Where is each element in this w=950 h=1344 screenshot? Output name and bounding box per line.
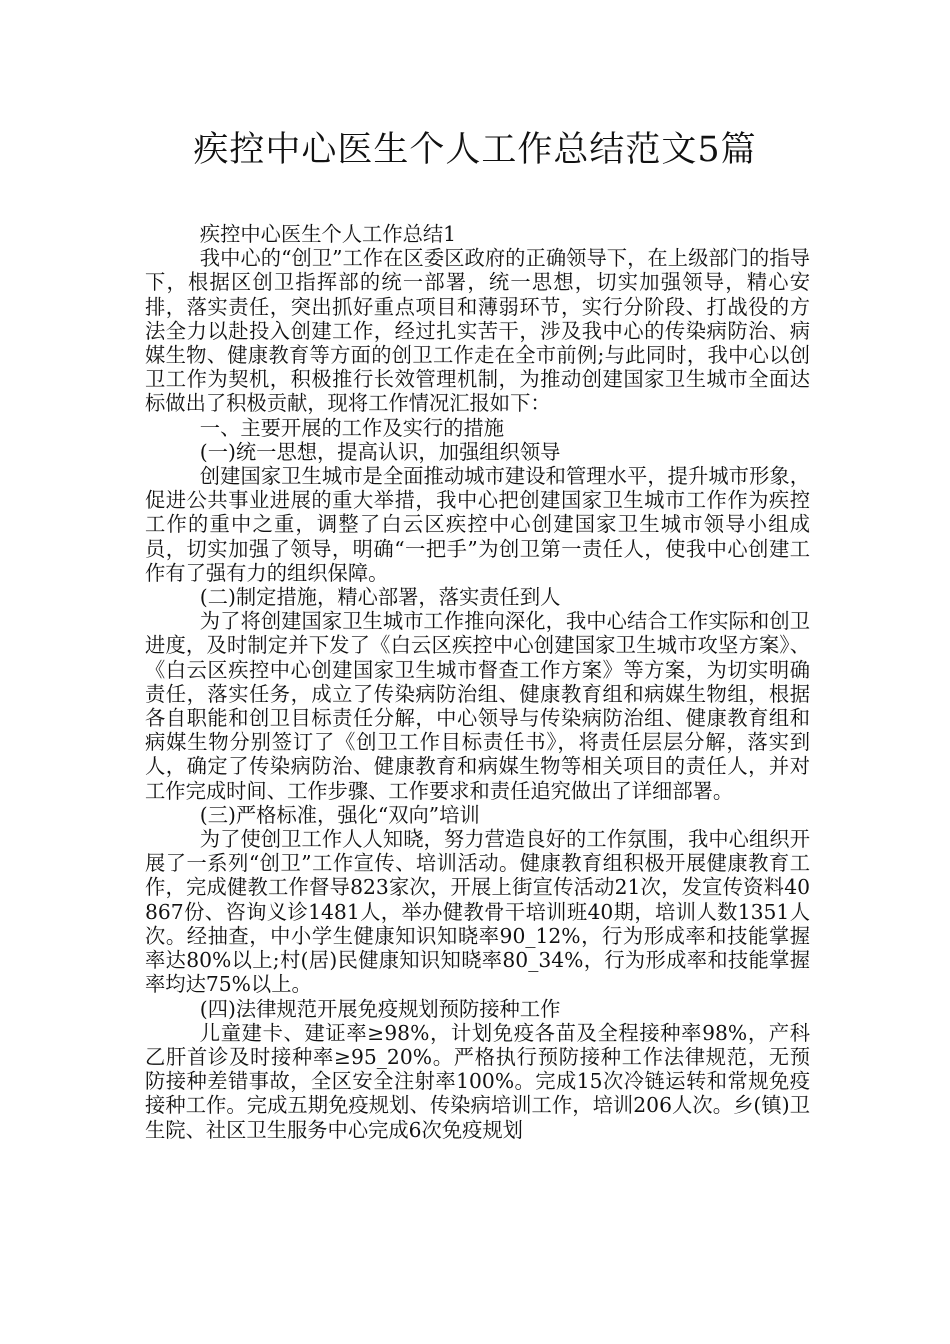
- paragraph-unify-thinking: 创建国家卫生城市是全面推动城市建设和管理水平，提升城市形象，促进公共事业进展的重大举措，我中心把创建国家卫生城市工作作为疾控工作的重中之重，调整了白云区疾控中心创建国家卫生城市领导小组成员，切实加强了领导，明确“一把手”为创卫第一责任人，使我中心创建工作有了强有力的组织保障。: [145, 464, 810, 585]
- section-heading-summary-1: 疾控中心医生个人工作总结1: [199, 222, 457, 246]
- paragraph-immunization: 儿童建卡、建证率≥98%，计划免疫各苗及全程接种率98%，产科乙肝首诊及时接种率≥95_20%。严格执行预防接种工作法律规范，无预防接种差错事故，全区安全注射率100%。完成15次冷链运转和常规免疫接种工作。完成五期免疫规划、传染病培训工作，培训206人次。乡(镇)卫生院、社区卫生服务中心完成6次免疫规划: [145, 1020, 810, 1142]
- section-heading-main-work: 一、主要开展的工作及实行的措施: [199, 415, 505, 440]
- document-body: [145, 222, 810, 1142]
- paragraph-training: 为了使创卫工作人人知晓，努力营造良好的工作氛围，我中心组织开展了一系列“创卫”工作宣传、培训活动。健康教育组积极开展健康教育工作，完成健教工作督导823家次，开展上街宣传活动21次，发宣传资料40867份、咨询义诊1481人，举办健教骨干培训班40期，培训人数1351人次。经抽查，中小学生健康知识知晓率90_12%，行为形成率和技能掌握率达80%以上;村(居)民健康知识知晓率80_34%，行为形成率和技能掌握率均达75%以上。: [145, 827, 810, 997]
- subheading-measures: (二)制定措施，精心部署，落实责任到人: [199, 585, 561, 610]
- subheading-training: (三)严格标准，强化“双向”培训: [199, 802, 480, 827]
- subheading-unify-thinking: (一)统一思想，提高认识，加强组织领导: [199, 439, 561, 464]
- document-title: 疾控中心医生个人工作总结范文5篇: [193, 130, 757, 170]
- subheading-immunization: (四)法律规范开展免疫规划预防接种工作: [199, 996, 561, 1021]
- paragraph-measures: 为了将创建国家卫生城市工作推向深化，我中心结合工作实际和创卫进度，及时制定并下发了《白云区疾控中心创建国家卫生城市攻坚方案》、《白云区疾控中心创建国家卫生城市督查工作方案》等方案，为切实明确责任，落实任务，成立了传染病防治组、健康教育组和病媒生物组，根据各自职能和创卫目标责任分解，中心领导与传染病防治组、健康教育组和病媒生物分别签订了《创卫工作目标责任书》，将责任层层分解，落实到人，确定了传染病防治、健康教育和病媒生物等相关项目的责任人，并对工作完成时间、工作步骤、工作要求和责任追究做出了详细部署。: [145, 609, 810, 803]
- paragraph-intro: 我中心的“创卫”工作在区委区政府的正确领导下，在上级部门的指导下，根据区创卫指挥部的统一部署，统一思想，切实加强领导，精心安排，落实责任，突出抓好重点项目和薄弱环节，实行分阶段、打战役的方法全力以赴投入创建工作，经过扎实苦干，涉及我中心的传染病防治、病媒生物、健康教育等方面的创卫工作走在全市前例;与此同时，我中心以创卫工作为契机，积极推行长效管理机制，为推动创建国家卫生城市全面达标做出了积极贡献，现将工作情况汇报如下：: [145, 246, 810, 416]
